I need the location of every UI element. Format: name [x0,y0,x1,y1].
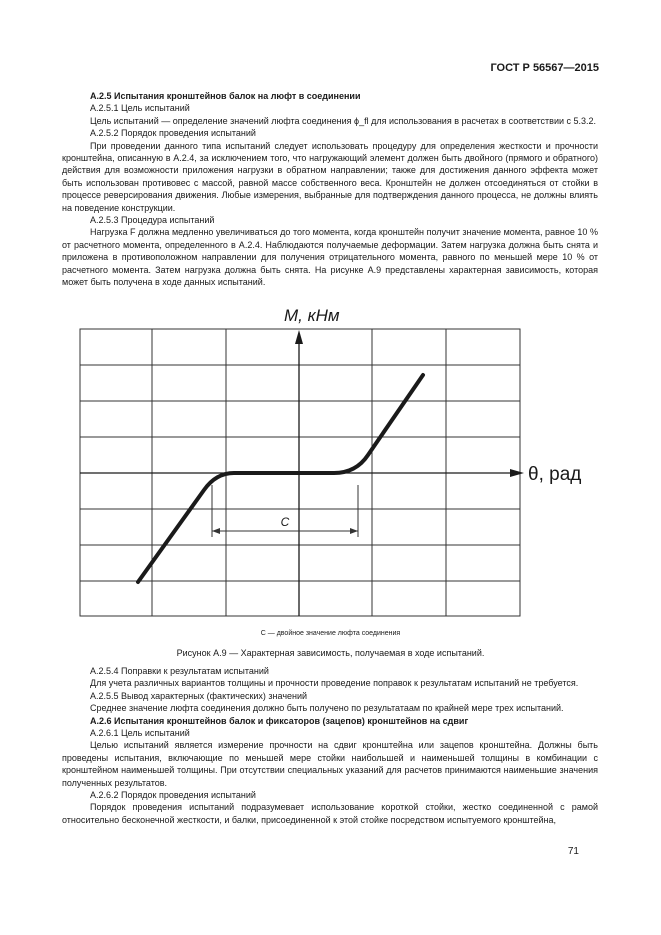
paragraph: Целью испытаний является измерение прочности на сдвиг кронштейна или зацепов кронштейна. Должны быть проведены испытания, включающие по меньшей мере стойки наибольшей и наименьшей толщины в комбинации с кронштейном наименьшей толщины. При отсутствии специальных указаний для расчетов принимаются наименьшие значения полученных результатов. [62,740,598,788]
paragraph: Для учета различных вариантов толщины и прочности проведение поправок к результатам испытаний не требуется. [90,678,579,689]
paragraph: А.2.5.1 Цель испытаний [90,103,190,114]
text-block-lower [62,665,598,826]
gap-label: С [280,515,290,529]
x-axis-label: θ, рад [528,464,582,485]
figure-caption: Рисунок А.9 — Характерная зависимость, получаемая в ходе испытаний. [176,648,485,658]
document-header: ГОСТ Р 56567—2015 [490,62,599,74]
y-axis-arrow [295,330,303,344]
text-block-upper [62,90,598,289]
gap-arrow-right [350,528,358,534]
gap-arrow-left [212,528,220,534]
paragraph: При проведении данного типа испытаний следует использовать процедуру для определения жесткости и прочности кронштейна, описанную в А.2.4, за исключением того, что нагружающий элемент должен быть двойного (прямого и обратного) действия для возможности приложения нагрузки в обратном направлении; также для достижения данного эффекта может быть использован противовес с массой, равной массе собственного веса. Кронштейн не должен отсоединяться от стойки в процессе реверсирования движения. Любые измерения, выбранные для подтверждения данного процесса, не должны влиять на поведение конструкции. [62,140,598,213]
paragraph: А.2.6 Испытания кронштейнов балок и фиксаторов (зацепов) кронштейнов на сдвиг [90,715,469,726]
paragraph: А.2.5.3 Процедура испытаний [90,215,215,226]
paragraph: А.2.6.1 Цель испытаний [90,728,190,739]
y-axis-label: М, кНм [284,306,340,325]
paragraph: А.2.6.2 Порядок проведения испытаний [90,790,256,801]
x-axis-arrow [510,469,524,477]
gap-dimension [212,485,358,537]
paragraph: Порядок проведения испытаний подразумевает использование короткой стойки, жестко соединенной с рамой относительно бесконечной жесткости, и балки, присоединенной к этой стойке посредством испытуемого кронштейна, [62,802,598,825]
figure-a9 [40,300,620,626]
characteristic-curve [138,375,423,582]
paragraph: А.2.5.2 Порядок проведения испытаний [90,128,256,139]
figure-note: С — двойное значение люфта соединения [260,630,401,637]
page-number: 71 [567,846,579,857]
paragraph: Цель испытаний — определение значений люфта соединения ϕ_fl для использования в расчетах в соответствии с 5.3.2. [90,115,597,126]
paragraph: Среднее значение люфта соединения должно быть получено по результатаам по крайней мере трех испытаний. [90,703,564,714]
paragraph: Нагрузка F должна медленно увеличиваться до того момента, когда кронштейн получит значение момента, равное 10 % от расчетного момента, определенного в А.2.4. Наблюдаются получаемые деформации. Затем нагрузка должна быть снята и приложена в противоположном направлении для получения отрицательного момента, равного по меньшей мере 10 % от расчетного момента. Затем нагрузка должна быть снята. На рисунке А.9 представлены характерная зависимость, которая может быть получена в ходе данных испытаний. [62,227,598,288]
paragraph: А.2.5.4 Поправки к результатам испытаний [90,666,269,676]
paragraph: А.2.5.5 Вывод характерных (фактических) значений [90,690,308,701]
paragraph: А.2.5 Испытания кронштейнов балок на люфт в соединении [90,91,361,101]
